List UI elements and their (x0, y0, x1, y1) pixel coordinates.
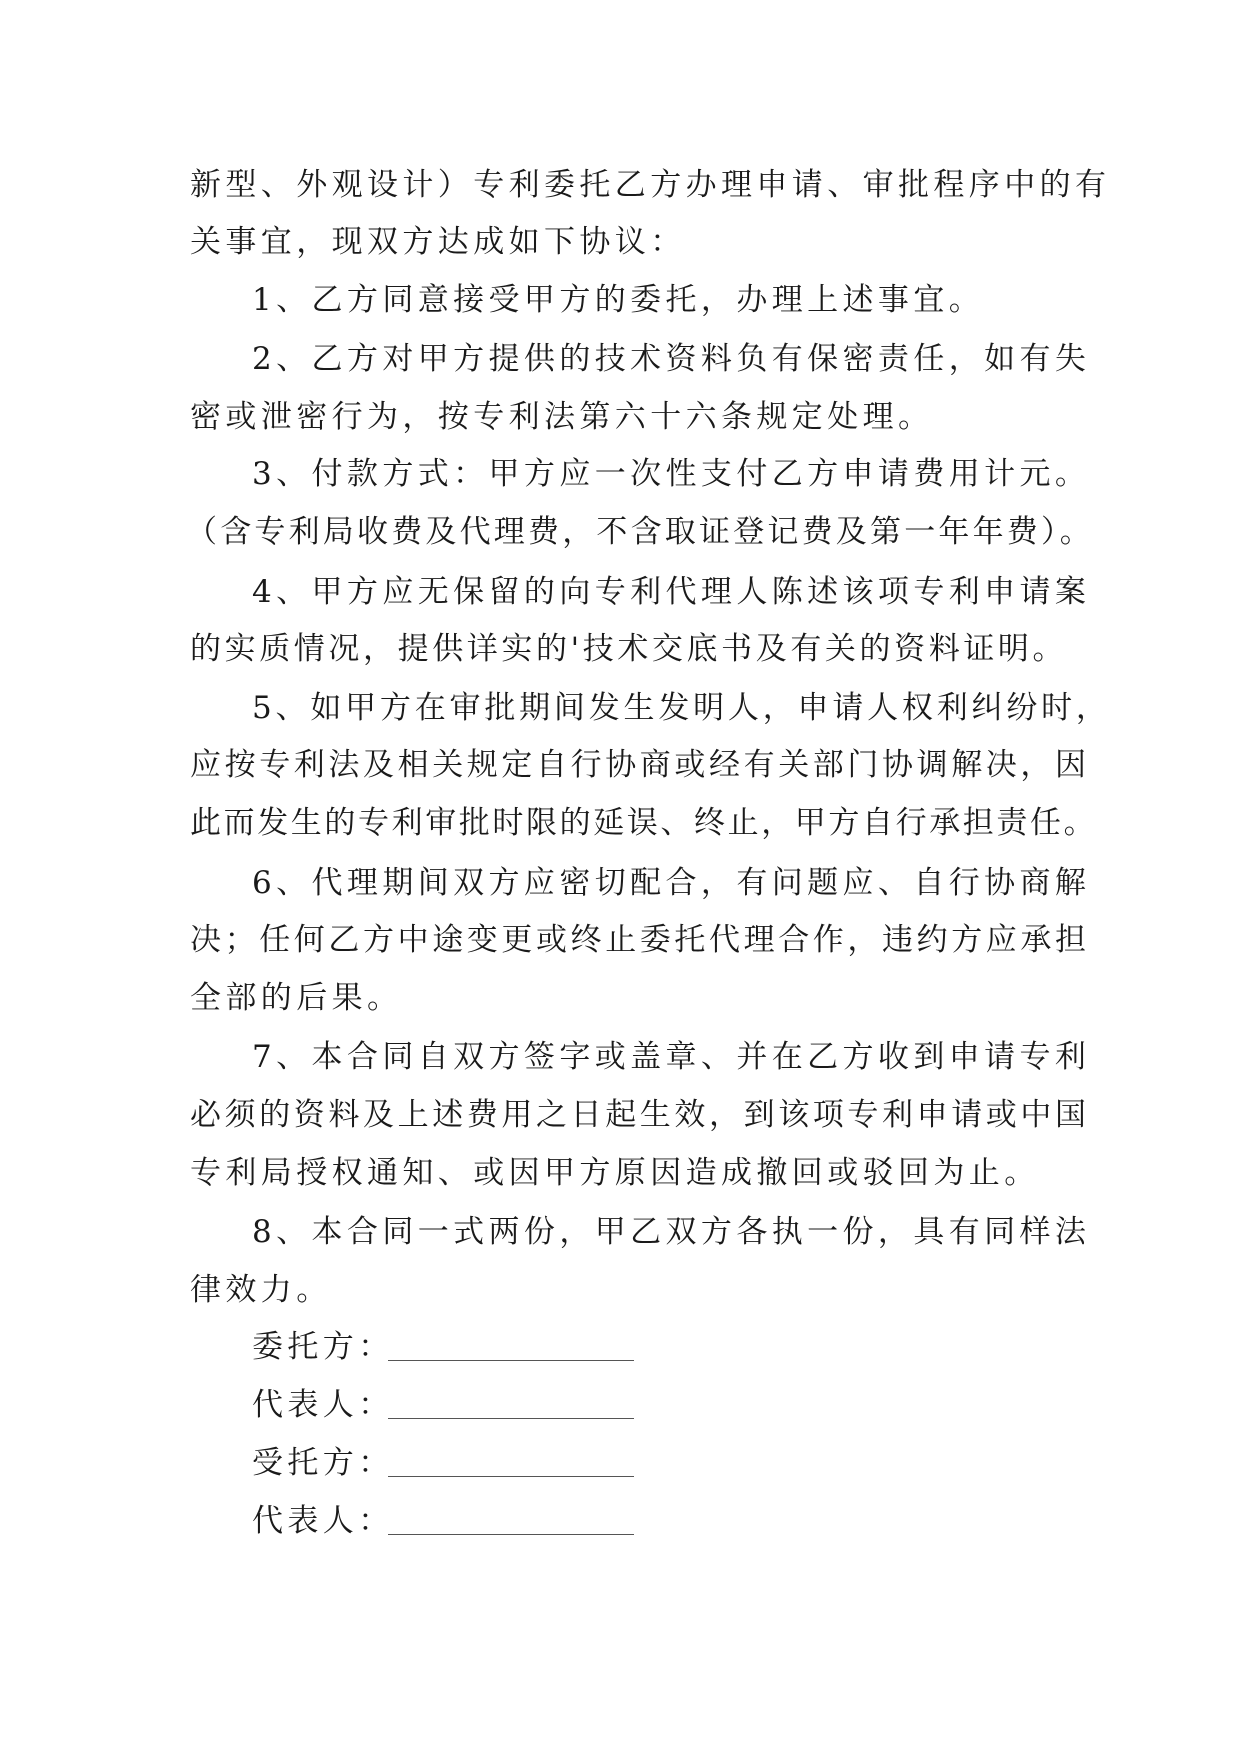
paragraph-line: 专利局授权通知、或因甲方原因造成撤回或驳回为止。 (190, 1155, 1040, 1191)
clause-7: 7、本合同自双方签字或盖章、并在乙方收到申请专利 (252, 1039, 1091, 1075)
clause-2: 2、乙方对甲方提供的技术资料负有保密责任，如有失 (252, 341, 1091, 377)
paragraph-line: 决；任何乙方中途变更或终止委托代理合作，违约方应承担 (190, 922, 1090, 958)
paragraph-line: 必须的资料及上述费用之日起生效，到该项专利申请或中国 (190, 1097, 1090, 1133)
clause-3: 3、付款方式：甲方应一次性支付乙方申请费用计元。 (252, 456, 1091, 492)
paragraph-line: 应按专利法及相关规定自行协商或经有关部门协调解决，因 (190, 747, 1090, 783)
clause-8: 8、本合同一式两份，甲乙双方各执一份，具有同样法 (252, 1214, 1091, 1250)
paragraph-line: 关事宜，现双方达成如下协议： (190, 224, 686, 260)
clause-5: 5、如甲方在审批期间发生发明人，申请人权利纠纷时， (252, 690, 1111, 726)
paragraph-line: 律效力。 (190, 1272, 332, 1308)
signature-label-principal: 委托方： (252, 1329, 394, 1365)
paragraph-line: 密或泄密行为，按专利法第六十六条规定处理。 (190, 399, 934, 435)
paragraph-line: 的实质情况，提供详实的'技术交底书及有关的资料证明。 (190, 631, 1068, 667)
clause-6: 6、代理期间双方应密切配合，有问题应、自行协商解 (252, 865, 1091, 901)
signature-label-agent-representative: 代表人： (252, 1503, 394, 1539)
signature-label-agent: 受托方： (252, 1445, 394, 1481)
paragraph-line: 新型、外观设计）专利委托乙方办理申请、审批程序中的有 (190, 167, 1111, 203)
signature-label-principal-representative: 代表人： (252, 1387, 394, 1423)
signature-blank-agent (388, 1476, 634, 1477)
paragraph-line: 此而发生的专利审批时限的延误、终止，甲方自行承担责任。 (190, 805, 1098, 841)
signature-blank-principal-representative (388, 1418, 634, 1419)
signature-blank-principal (388, 1360, 634, 1361)
paragraph-line: （含专利局收费及代理费，不含取证登记费及第一年年费）。 (186, 514, 1094, 550)
signature-blank-agent-representative (388, 1534, 634, 1535)
paragraph-line: 全部的后果。 (190, 980, 403, 1016)
clause-4: 4、甲方应无保留的向专利代理人陈述该项专利申请案 (252, 574, 1091, 610)
clause-1: 1、乙方同意接受甲方的委托，办理上述事宜。 (252, 282, 985, 318)
